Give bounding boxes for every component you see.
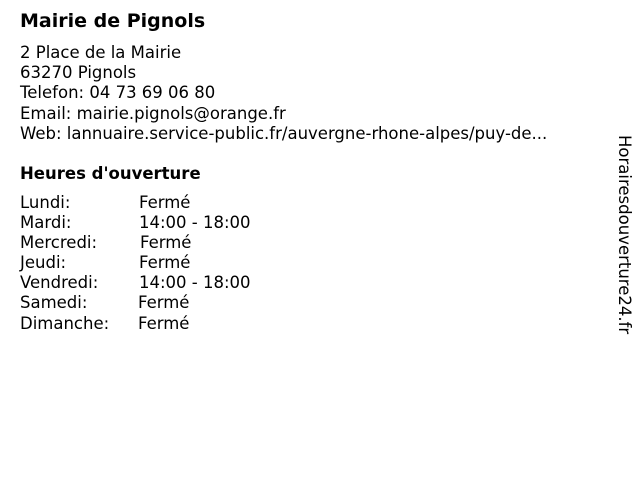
page-title: Mairie de Pignols [20, 10, 206, 32]
hours-row-wednesday [20, 233, 251, 253]
contact-block [20, 43, 547, 144]
postal-city: 63270 Pignols [20, 63, 137, 83]
day-label: Samedi: [20, 293, 88, 313]
hours-table [20, 193, 251, 334]
day-hours: Fermé [139, 193, 191, 212]
day-hours: Fermé [139, 253, 191, 273]
hours-row-monday [20, 193, 251, 213]
email-line: Email: mairie.pignols@orange.fr [20, 103, 286, 123]
hours-row-friday [20, 273, 251, 293]
day-label: Vendredi: [20, 273, 99, 293]
hours-row-sunday [20, 314, 251, 334]
day-hours: Fermé [138, 313, 190, 333]
hours-row-saturday [20, 293, 251, 313]
hours-row-thursday [20, 253, 251, 273]
street-address: 2 Place de la Mairie [20, 43, 182, 62]
day-hours: Fermé [138, 293, 190, 313]
web-line: Web: lannuaire.service-public.fr/auvergne-rhone-alpes/puy-de... [20, 123, 548, 143]
day-label: Mardi: [20, 213, 72, 233]
hours-heading: Heures d'ouverture [20, 164, 201, 183]
hours-row-tuesday [20, 213, 251, 233]
day-label: Jeudi: [20, 253, 67, 273]
day-hours: Fermé [140, 233, 192, 253]
day-hours: 14:00 - 18:00 [139, 213, 251, 233]
site-watermark: Horairesdouverture24.fr [615, 135, 634, 335]
day-label: Mercredi: [20, 233, 98, 253]
day-label: Lundi: [20, 193, 71, 212]
day-hours: 14:00 - 18:00 [139, 273, 251, 293]
phone-line: Telefon: 04 73 69 06 80 [20, 83, 216, 103]
day-label: Dimanche: [20, 313, 110, 333]
